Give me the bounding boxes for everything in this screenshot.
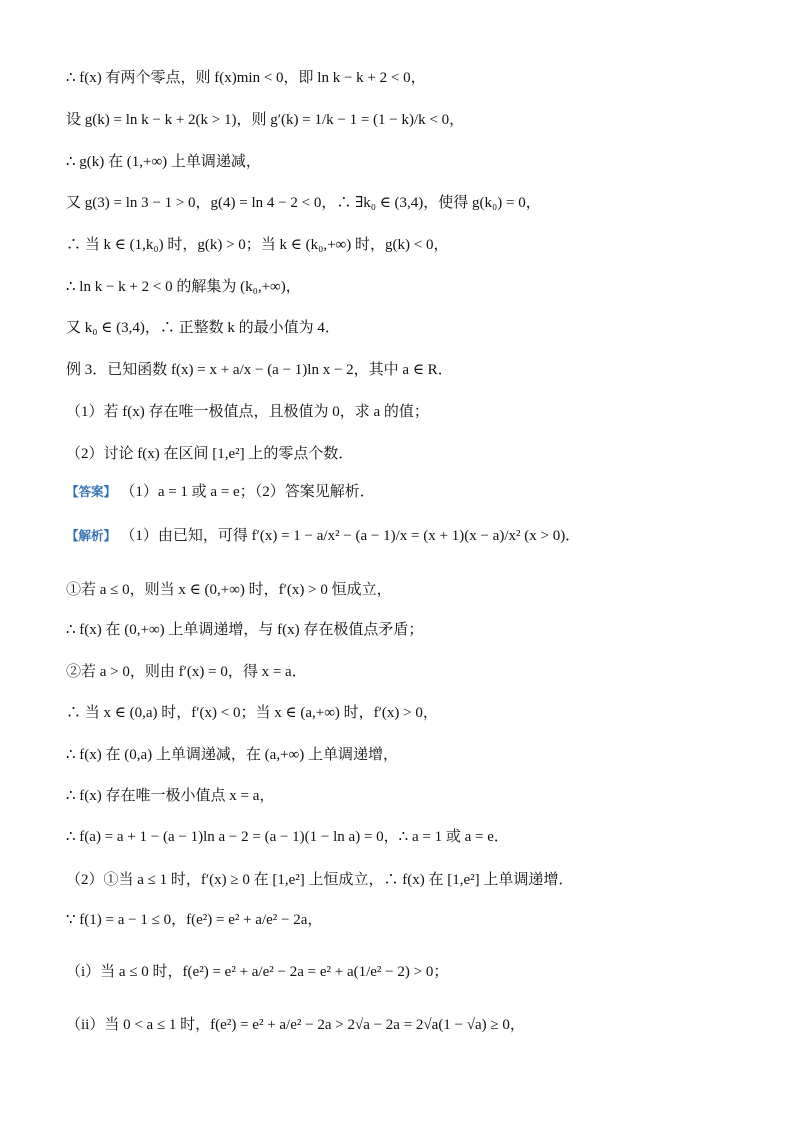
text-line-1: ∴ f(x) 有两个零点，则 f(x)min < 0，即 ln k − k + 2 < 0， <box>66 70 426 86</box>
text-line-14: ∴ f(x) 在 (0,+∞) 上单调递增，与 f(x) 存在极值点矛盾； <box>66 622 424 638</box>
text-line-18: ∴ f(x) 存在唯一极小值点 x = a， <box>66 788 275 804</box>
analysis-line <box>66 526 754 546</box>
text-line-21: ∵ f(1) = a − 1 ≤ 0，f(e²) = e² + a/e² − 2a， <box>66 912 323 928</box>
text-line-17: ∴ f(x) 在 (0,a) 上单调递减，在 (a,+∞) 上单调递增， <box>66 747 398 763</box>
text-line-20: （2）①当 a ≤ 1 时，f′(x) ≥ 0 在 [1,e²] 上恒成立，∴ f(x) 在 [1,e²] 上单调递增． <box>66 872 574 888</box>
text-line-7: 又 k₀ ∈ (3,4)，∴ 正整数 k 的最小值为 4． <box>66 320 340 336</box>
text-line-19: ∴ f(a) = a + 1 − (a − 1)ln a − 2 = (a − 1)(1 − ln a) = 0，∴ a = 1 或 a = e． <box>66 829 509 845</box>
text-line-23: （ii）当 0 < a ≤ 1 时，f(e²) = e² + a/e² − 2a > 2√a − 2a = 2√a(1 − √a) ≥ 0， <box>66 1017 525 1033</box>
answer-text: （1）a = 1 或 a = e；（2）答案见解析． <box>120 484 375 500</box>
text-line-13: ①若 a ≤ 0，则当 x ∈ (0,+∞) 时，f′(x) > 0 恒成立， <box>66 582 392 598</box>
question-part-2: （2）讨论 f(x) 在区间 [1,e²] 上的零点个数． <box>66 446 354 462</box>
text-line-6: ∴ ln k − k + 2 < 0 的解集为 (k₀,+∞)， <box>66 279 301 295</box>
text-line-15: ②若 a > 0，则由 f′(x) = 0，得 x = a． <box>66 664 307 680</box>
text-line-22: （i）当 a ≤ 0 时，f(e²) = e² + a/e² − 2a = e² + a(1/e² − 2) > 0； <box>66 964 449 980</box>
question-part-1: （1）若 f(x) 存在唯一极值点，且极值为 0，求 a 的值； <box>66 404 429 420</box>
example-heading: 例 3．已知函数 f(x) = x + a/x − (a − 1)ln x − 2，其中 a ∈ R． <box>66 362 453 378</box>
text-line-2: 设 g(k) = ln k − k + 2(k > 1)，则 g′(k) = 1/k − 1 = (1 − k)/k < 0， <box>66 112 465 128</box>
analysis-text: （1）由已知，可得 f′(x) = 1 − a/x² − (a − 1)/x = (x + 1)(x − a)/x² (x > 0)． <box>120 528 581 544</box>
text-line-3: ∴ g(k) 在 (1,+∞) 上单调递减， <box>66 154 261 170</box>
answer-line <box>66 482 754 502</box>
text-line-16: ∴ 当 x ∈ (0,a) 时，f′(x) < 0；当 x ∈ (a,+∞) 时，f′(x) > 0， <box>66 705 438 721</box>
analysis-tag: 【解析】 <box>66 528 117 543</box>
text-line-5: ∴ 当 k ∈ (1,k₀) 时，g(k) > 0；当 k ∈ (k₀,+∞) 时，g(k) < 0， <box>66 237 449 253</box>
text-line-4: 又 g(3) = ln 3 − 1 > 0，g(4) = ln 4 − 2 < 0，∴ ∃k₀ ∈ (3,4)，使得 g(k₀) = 0， <box>66 195 541 211</box>
answer-tag: 【答案】 <box>66 484 117 499</box>
